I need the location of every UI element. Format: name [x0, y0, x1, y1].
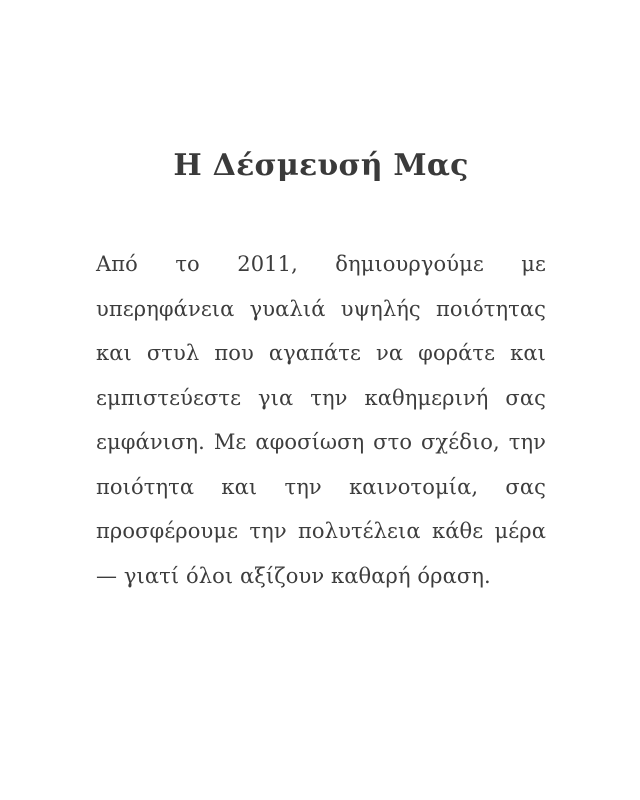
section-body-text: Από το 2011, δημιουργούμε με υπερηφάνεια γυαλιά υψηλής ποιότητας και στυλ που αγαπάτε να φοράτε και εμπιστεύεστε για την καθημερινή σας εμφάνιση. Με αφοσίωση στο σχέδιο, την ποιότητα και την καινοτομία, σας προσφέρουμε την πολυτέλεια κάθε μέρα — γιατί όλοι αξίζουν καθαρή όραση. — [96, 252, 546, 588]
section-title: Η Δέσμευσή Μας — [173, 148, 469, 183]
